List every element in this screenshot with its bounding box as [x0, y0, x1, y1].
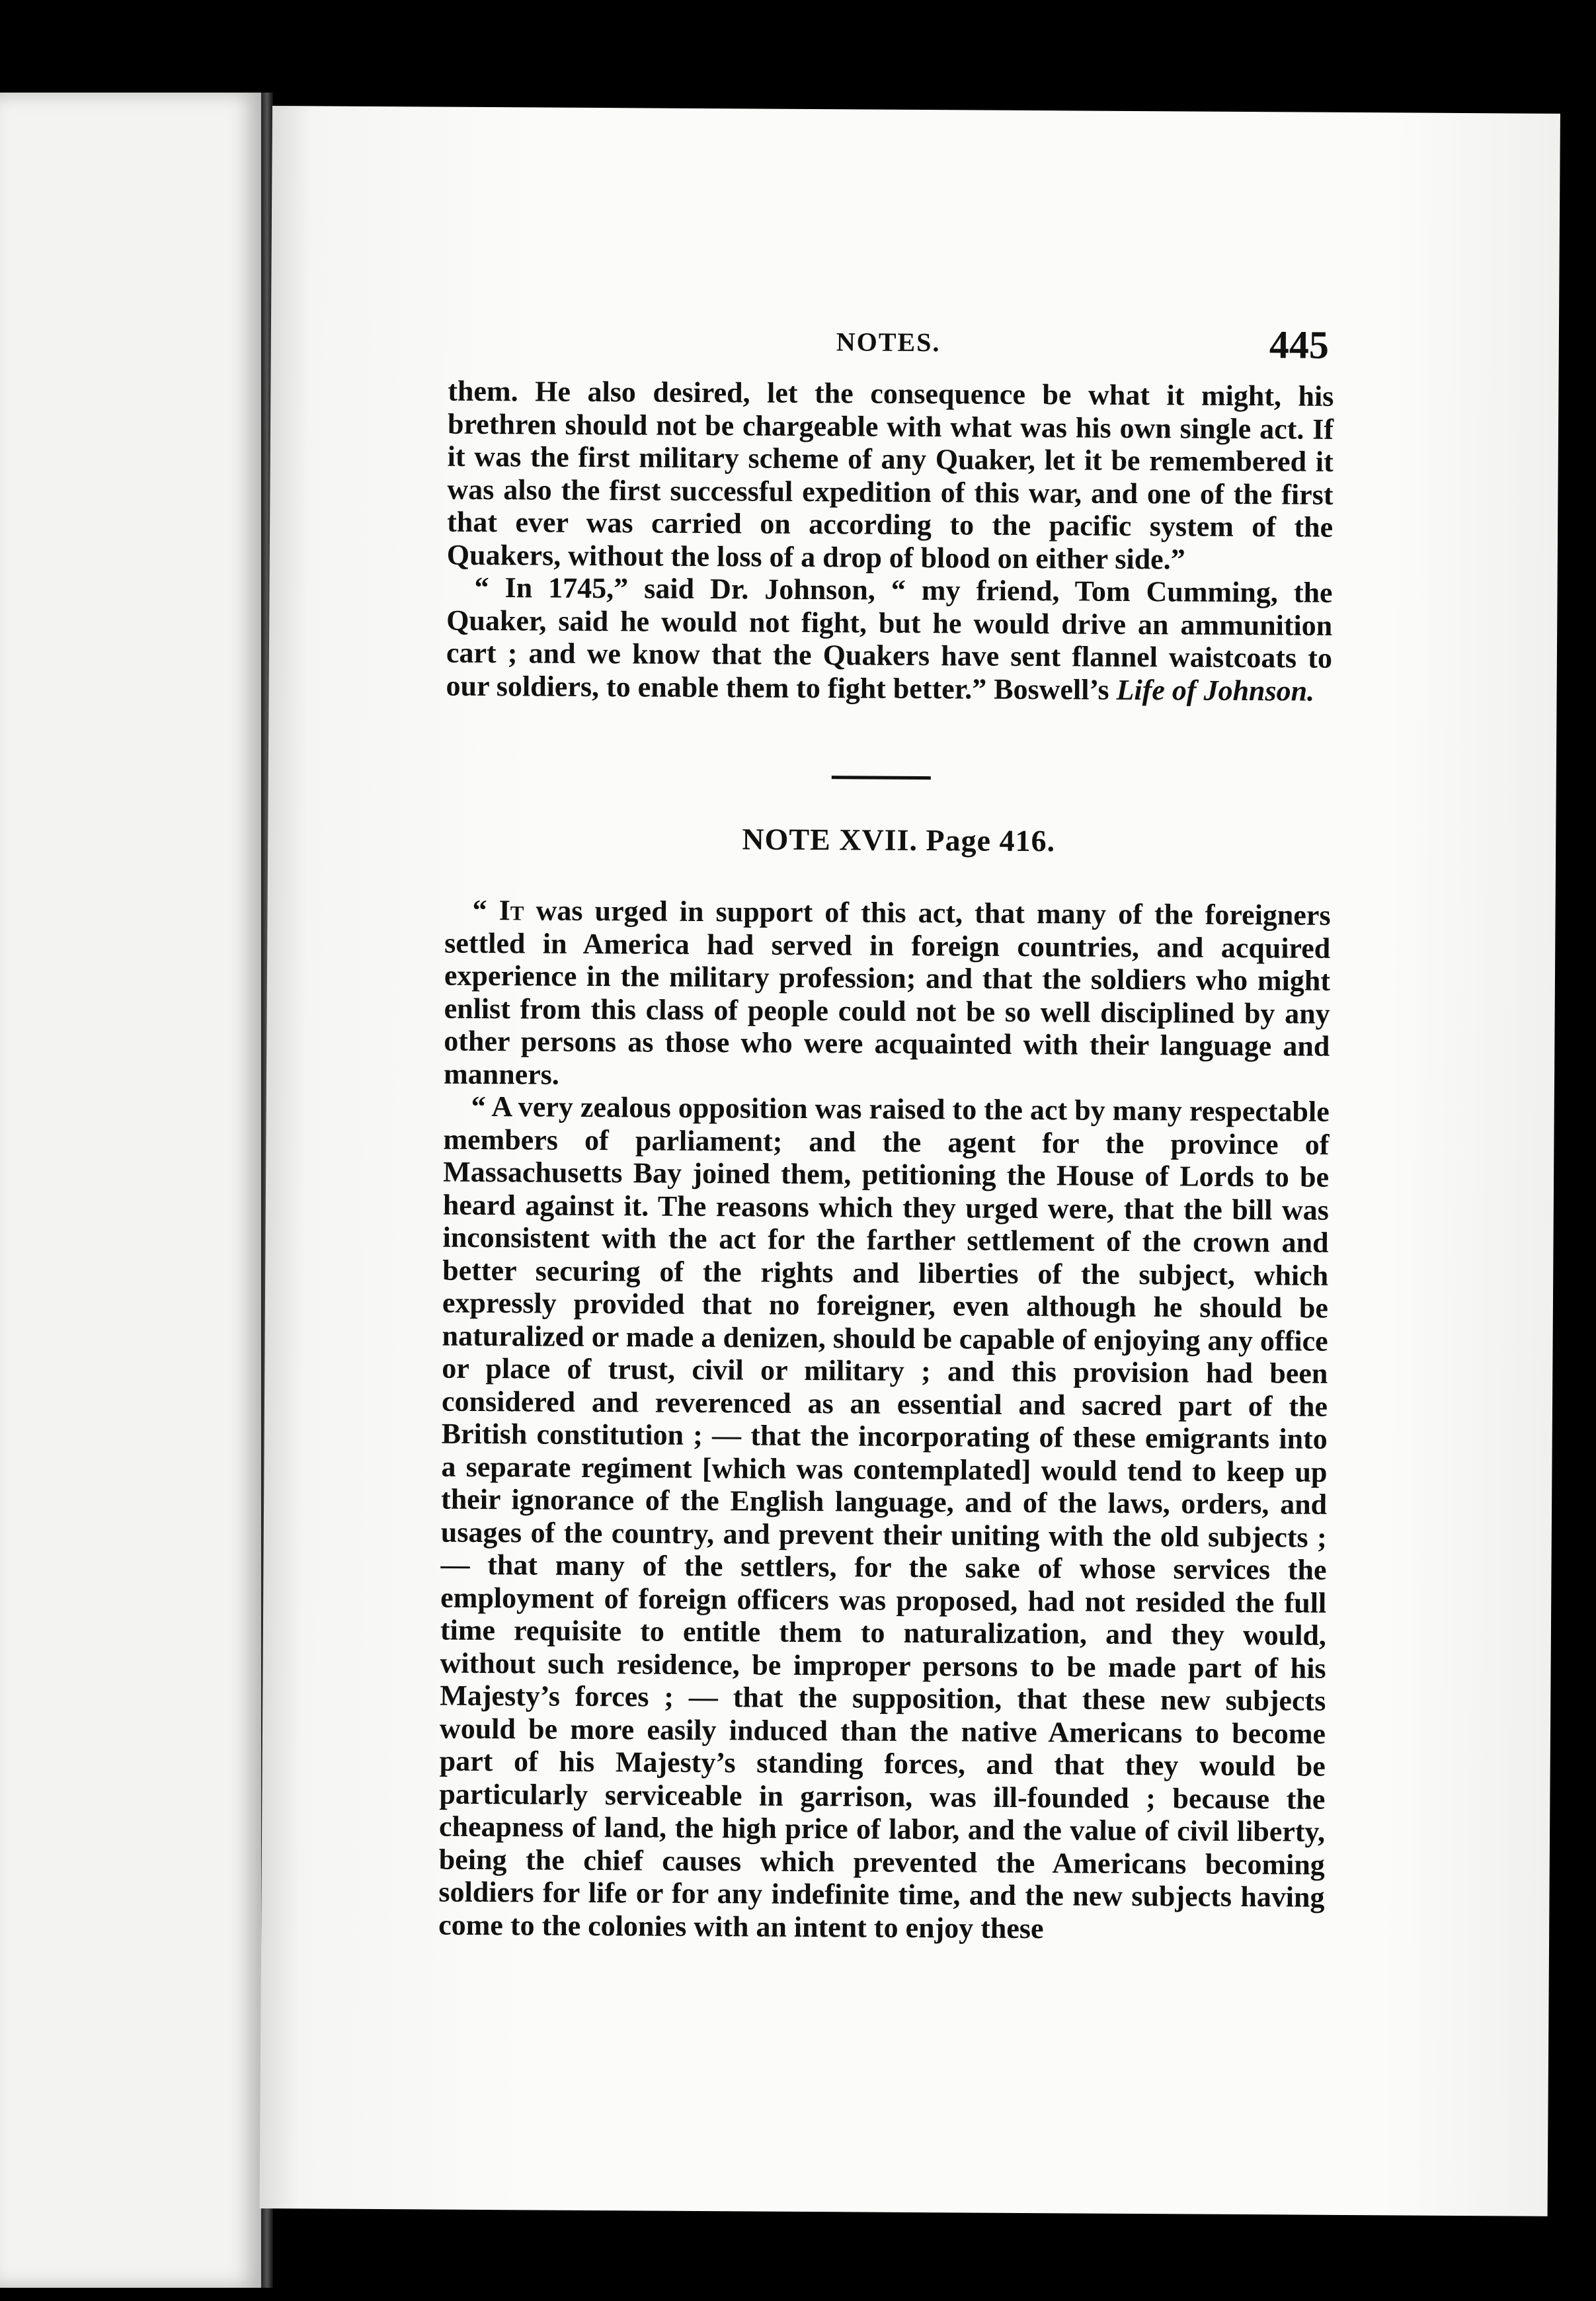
- paragraph: “ A very zealous opposition was raised to the act by many respectable members of parliament; and the agent for the province of Massachusetts Bay joined them, petitioning the House of Lords to be heard against it. The reasons which they urged were, that the bill was inconsistent with the act for the farther settlement of the crown and better securing of the rights and liberties of the subject, which expressly provided that no foreigner, even although he should be naturalized or made a denizen, should be capable of enjoying any office or place of trust, civil or military ; and this provision had been considered and reverenced as an essential and sacred part of the British constitution ; — that the incorporating of these emigrants into a separate regiment [which was contemplated] would tend to keep up their ignorance of the English language, and of the laws, orders, and usages of the country, and prevent their uniting with the old subjects ; — that many of the settlers, for the sake of whose services the employment of foreign officers was proposed, had not resided the full time requisite to entitle them to naturalization, and they would, without such residence, be improper persons to be made part of his Majesty’s forces ; — that the supposition, that these new subjects would be more easily induced than the native Americans to become part of his Majesty’s standing forces, and that they would be particularly serviceable in garrison, was ill-founded ; because the cheapness of land, the high price of labor, and the value of civil liberty, being the chief causes which prevented the Americans becoming soldiers for life or for any indefinite time, and the new subjects having come to the colonies with an intent to enjoy these: [438, 1090, 1330, 1945]
- note-heading: [268, 819, 1556, 862]
- running-head: [271, 316, 1559, 377]
- paragraph: them. He also desired, let the consequence be what it might, his brethren should not be chargeable with what was his own single act. If it was the first military scheme of any Quaker, let it be remembered it was also the first successful expedition of this war, and one of the first that ever was carried on according to the pacific system of the Quakers, without the loss of a drop of blood on either side.”: [446, 374, 1334, 575]
- book-title-italic: Life of Johnson.: [1116, 673, 1315, 707]
- paragraph-text: “ In 1745,” said Dr. Johnson, “ my friend, Tom Cumming, the Quaker, said he would not fight, but he would drive an ammunition cart ; and we know that the Quakers have sent flannel waistcoats to our soldiers, to enable them to fight better.” Boswell’s: [446, 571, 1333, 706]
- page-number: 445: [1269, 323, 1330, 367]
- book-page-right: [260, 106, 1560, 2216]
- note-xvii-text: [438, 894, 1331, 1947]
- paragraph-quote-johnson: [446, 571, 1332, 707]
- paragraph: [444, 894, 1331, 1096]
- running-head-title: NOTES.: [836, 327, 941, 358]
- continued-note-text: [446, 375, 1334, 707]
- paragraph-text: was urged in support of this act, that many of the foreigners settled in America had served in foreign countries, and acquired experience in the military profession; and that the soldiers who might enlist from this class of people could not be so well disciplined by any other persons as those who were acquainted with their language and manners.: [443, 894, 1331, 1091]
- facing-page-left: [0, 93, 261, 2288]
- section-divider-rule: [832, 776, 931, 780]
- paragraph-lead-small-caps: “ It: [472, 893, 524, 927]
- note-heading-text: NOTE XVII. Page 416.: [742, 822, 1056, 858]
